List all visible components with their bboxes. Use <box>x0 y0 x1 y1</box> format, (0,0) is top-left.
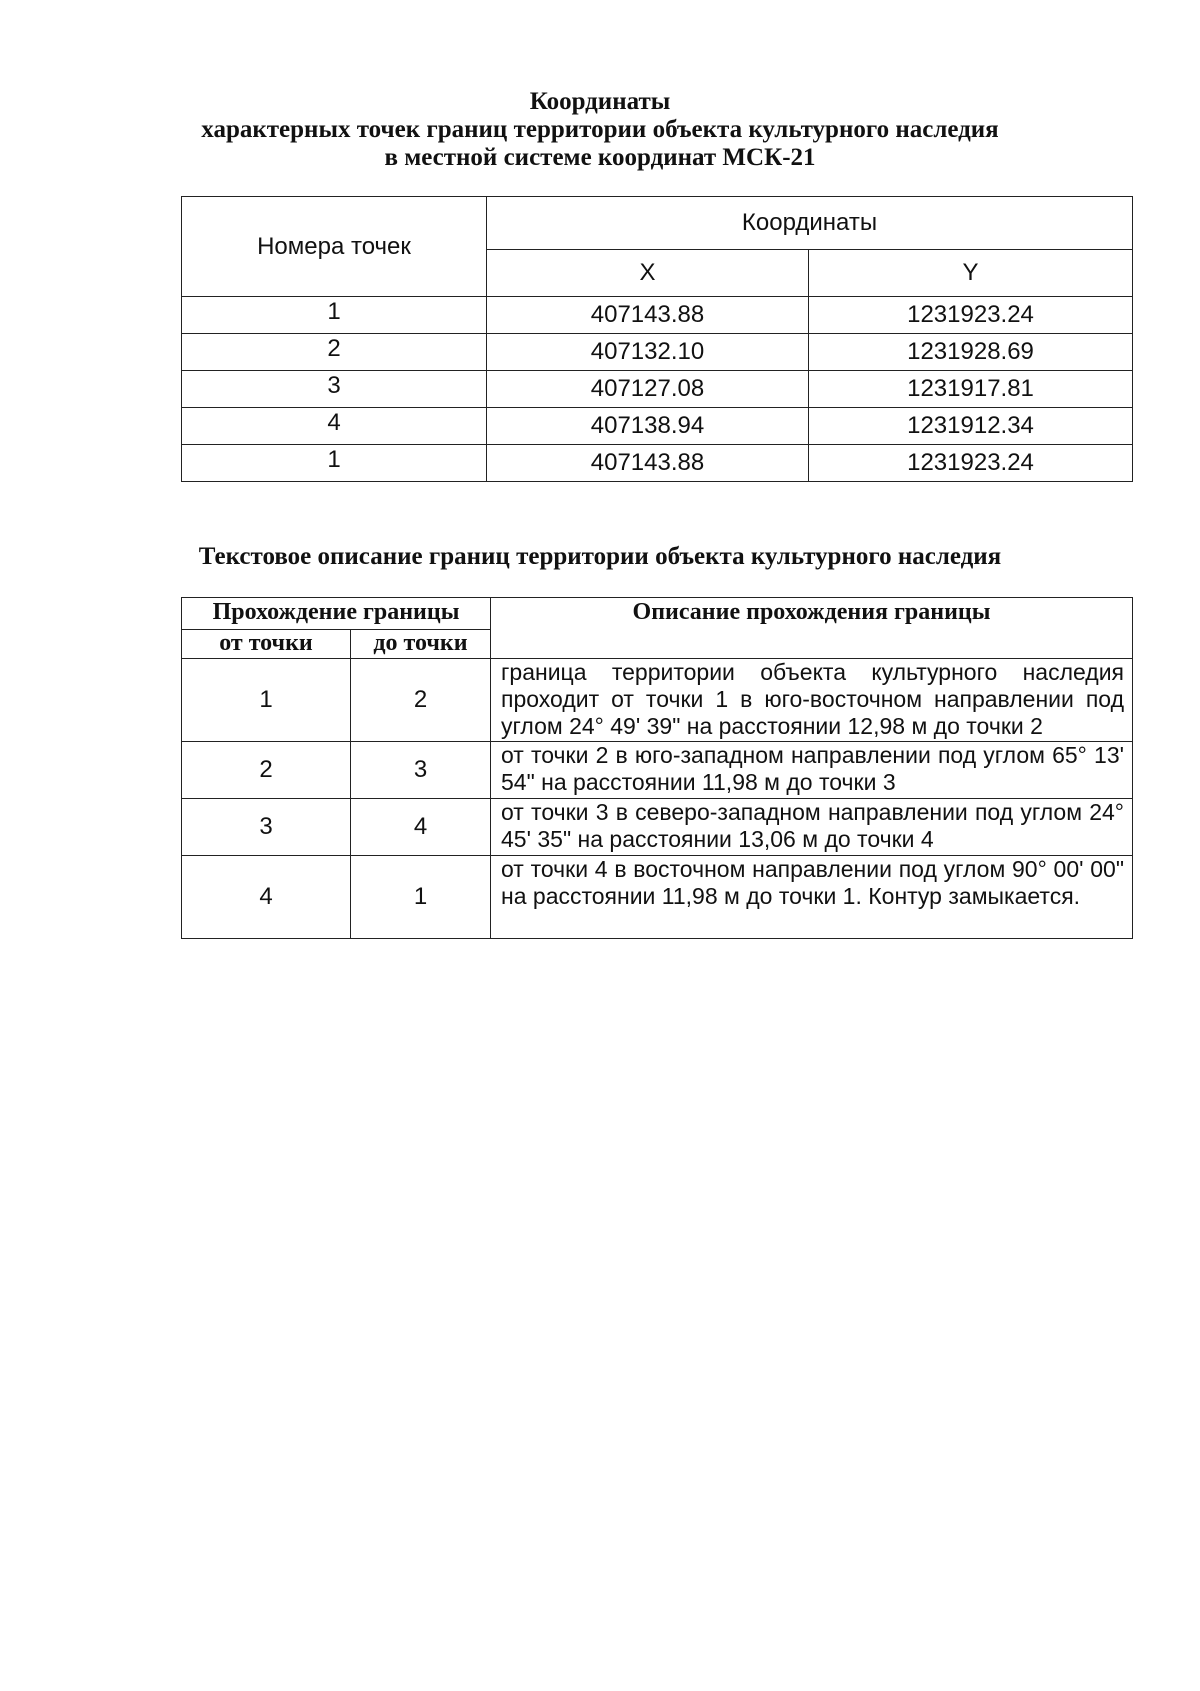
table-row <box>182 334 1133 371</box>
header-coordinates: Координаты <box>487 197 1133 250</box>
from-point: 4 <box>182 856 351 939</box>
table-row <box>182 799 1133 856</box>
boundary-description-table <box>181 597 1133 939</box>
to-point: 1 <box>351 856 491 939</box>
header-point-numbers: Номера точек <box>182 197 487 297</box>
header-x: X <box>487 250 809 297</box>
table-row <box>182 445 1133 482</box>
coord-x: 407138.94 <box>487 408 809 445</box>
header-to-point: до точки <box>351 630 491 659</box>
coord-x: 407127.08 <box>487 371 809 408</box>
description-header-row <box>182 598 1133 630</box>
coord-y: 1231928.69 <box>809 334 1133 371</box>
title-line-3: в местной системе координат МСК-21 <box>384 144 816 171</box>
coord-y: 1231917.81 <box>809 371 1133 408</box>
point-number: 2 <box>182 334 487 371</box>
title-line-2: характерных точек границ территории объекта культурного наследия <box>201 116 999 143</box>
header-boundary-passage: Прохождение границы <box>182 598 491 630</box>
passage-description: от точки 4 в восточном направлении под углом 90° 00' 00" на расстоянии 11,98 м до точки 1. Контур замыкается. <box>491 856 1133 939</box>
passage-description: от точки 3 в северо-западном направлении под углом 24° 45' 35" на расстоянии 13,06 м до точки 4 <box>491 799 1133 856</box>
header-passage-description: Описание прохождения границы <box>491 598 1133 659</box>
title-line-1: Координаты <box>529 88 671 115</box>
from-point: 1 <box>182 659 351 742</box>
page-title <box>0 88 1200 172</box>
point-number: 4 <box>182 408 487 445</box>
coord-x: 407143.88 <box>487 297 809 334</box>
header-from-point: от точки <box>182 630 351 659</box>
passage-description: граница территории объекта культурного наследия проходит от точки 1 в юго-восточном направлении под углом 24° 49' 39" на расстоянии 12,98 м до точки 2 <box>491 659 1133 742</box>
table-row <box>182 408 1133 445</box>
to-point: 4 <box>351 799 491 856</box>
from-point: 2 <box>182 742 351 799</box>
table-row <box>182 742 1133 799</box>
coord-x: 407143.88 <box>487 445 809 482</box>
point-number: 1 <box>182 297 487 334</box>
coordinates-header-row <box>182 197 1133 250</box>
from-point: 3 <box>182 799 351 856</box>
coord-x: 407132.10 <box>487 334 809 371</box>
table-row <box>182 856 1133 939</box>
description-title: Текстовое описание границ территории объекта культурного наследия <box>198 543 1002 570</box>
header-y: Y <box>809 250 1133 297</box>
coord-y: 1231923.24 <box>809 297 1133 334</box>
passage-description: от точки 2 в юго-западном направлении под углом 65° 13' 54" на расстоянии 11,98 м до точки 3 <box>491 742 1133 799</box>
coord-y: 1231912.34 <box>809 408 1133 445</box>
table-row <box>182 659 1133 742</box>
to-point: 3 <box>351 742 491 799</box>
point-number: 3 <box>182 371 487 408</box>
to-point: 2 <box>351 659 491 742</box>
coord-y: 1231923.24 <box>809 445 1133 482</box>
coordinates-table <box>181 196 1133 482</box>
table-row <box>182 371 1133 408</box>
point-number: 1 <box>182 445 487 482</box>
table-row <box>182 297 1133 334</box>
